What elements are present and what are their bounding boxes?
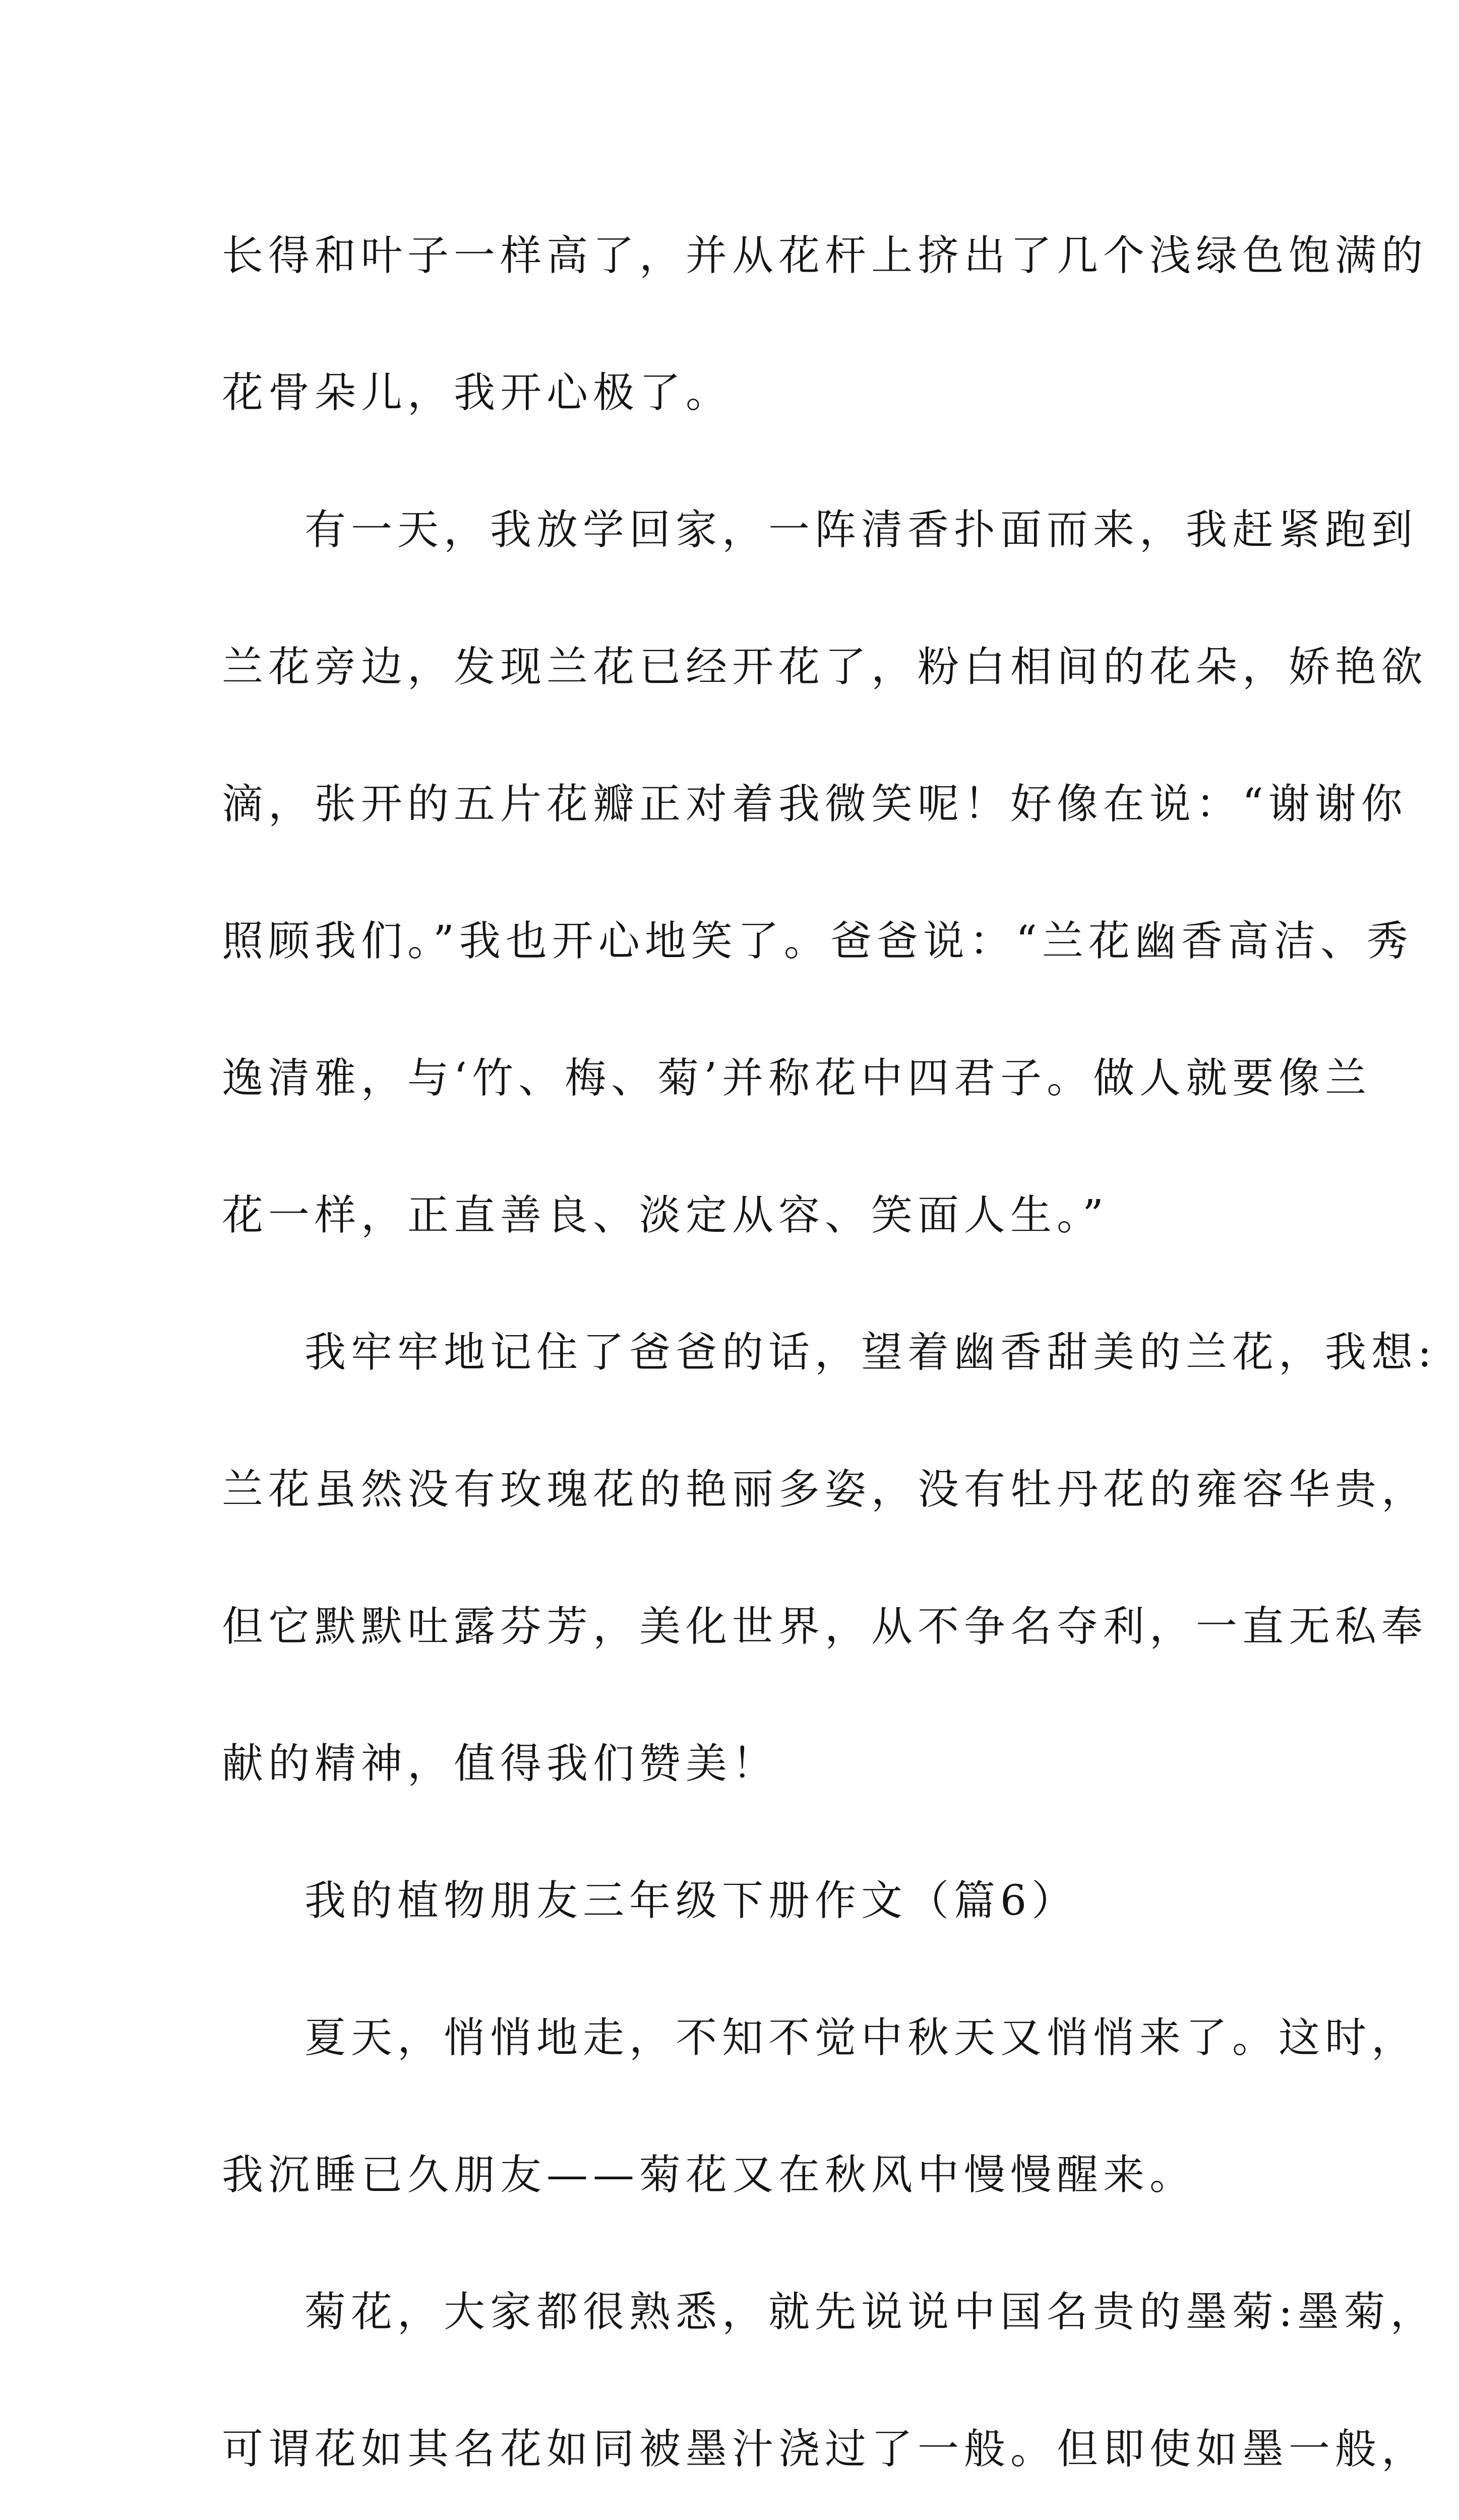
text-line: 花骨朵儿，我开心极了。 (222, 369, 733, 417)
text-line: 滴，张开的五片花瓣正对着我微笑呢！好像在说：“谢谢你 (222, 780, 1408, 828)
text-line (222, 2518, 1245, 2520)
text-line: 逸清雅，与‘竹、梅、菊’并称花中四君子。做人就要像兰 (222, 1054, 1372, 1102)
text-line: 可谓花如其名花如同被墨汁浇过了一般。但即使如墨一般， (222, 2425, 1428, 2473)
paragraph-start-line: 有一天，我放学回家，一阵清香扑面而来，我赶紧跑到 (305, 506, 1418, 554)
text-line: 但它默默吐露芬芳，美化世界，从不争名夺利，一直无私奉 (222, 1603, 1428, 1651)
paragraph-start-line: 夏天，悄悄地走，不知不觉中秋天又悄悄来了。这时， (305, 2014, 1418, 2062)
text-line: 兰花虽然没有玫瑰花的艳丽多姿，没有牡丹花的雍容华贵， (222, 1466, 1428, 1514)
section-heading: 我的植物朋友三年级下册作文（篇6） (305, 1877, 1078, 1925)
text-line: 长得和叶子一样高了，并从花杆上挤出了几个浅绿色饱满的 (222, 232, 1428, 280)
text-line: 献的精神，值得我们赞美！ (222, 1740, 779, 1788)
document-body (222, 187, 1437, 2520)
text-line: 兰花旁边，发现兰花已经开花了，粉白相间的花朵，娇艳欲 (222, 643, 1428, 691)
text-line: 花一样，正直善良、淡定从容、笑面人生。” (222, 1191, 1109, 1239)
text-line: 我沉睡已久朋友——菊花又在秋风中慢慢醒来。 (222, 2151, 1196, 2199)
text-line: 照顾我们。”我也开心地笑了。爸爸说：“兰花幽香高洁、秀 (222, 917, 1413, 965)
paragraph-start-line: 我牢牢地记住了爸爸的话，望着幽香甜美的兰花，我想: (305, 1329, 1437, 1376)
paragraph-start-line: 菊花，大家都很熟悉，就先说说中国名贵的墨菊:墨菊， (305, 2288, 1437, 2336)
